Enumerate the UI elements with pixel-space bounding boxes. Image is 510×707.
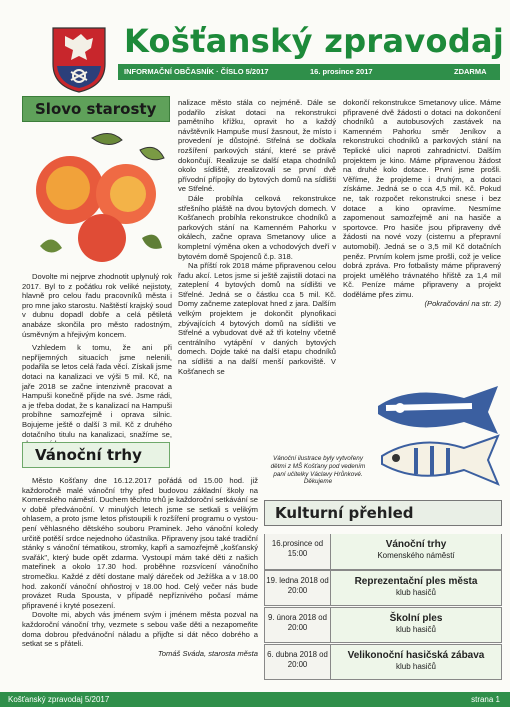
section-heading-slovo: Slovo starosty (22, 96, 170, 122)
event-row (264, 607, 502, 643)
illustration-caption: Vánoční ilustrace byly vytvořeny dětmi z MŠ Košťany pod vedením paní učitelky Václavy Hrůnkové. Děkujeme (270, 455, 366, 486)
slovo-column-left (22, 272, 172, 449)
section-heading-kultura: Kulturní přehled (264, 500, 502, 526)
event-name: Vánoční trhy (385, 539, 447, 550)
paragraph: Město Košťany dne 16.12.2017 pořádá od 15.00 hod. již každoročně malé vánoční trhy před budovou základní školy na Komenského náměstí. Duchem těchto trhů je každoroční setkávání se v době předvánoční. V minulých letech jsme se setkali s velikým ohlasem, a proto jsme letos přistoupili k rozšíření programu o vystou-pení věhlasného dětského souboru Praminek. Jeho vánoční koledy určitě potěší srdce nejednoho účastníka. Připraveny jsou také tradiční stánky s vánoční tématikou, stromky, kapři a samozřejmě „košťanský svařák", který bude opět zdarma. Vystoupí mám také děti z našich mateřinek a okolo 17.30 hod. proběhne rozsvícení vánočního stromečku. Každé z dětí dostane malý dáreček od Ježíška a v 18.00 hod. zakončí vánoční ohňostroj v 18.00 hod. Celý večer nás bude provázet Ruda Spousta, v případě nepříznivého počasí máme připravené i kryté posezení. (22, 476, 258, 610)
event-info (331, 645, 501, 679)
event-info (331, 534, 501, 569)
masthead-info-bar (118, 64, 500, 80)
newsletter-title: Košťanský zpravodaj (124, 22, 505, 60)
signature: Tomáš Sváda, starosta města (157, 648, 258, 658)
paragraph: dokončí rekonstrukce Smetanovy ulice. Máme připravené dvě žádosti o dotaci na dokončení chodníků a autobusových zastávek na Kamenném Pahorku směr Jeníkov a rekonstrukci chodníků a parkových stání na Teplické ulici naproti zahradnictví. Dalším projektem je kino. Máme připravenou žádost na druhé kolo dotace. První jsme prošli. Věříme, že projdeme i druhým, a dotaci získáme. Jedná se o cca 4,5 mil. Kč. Pokud ne, tak rozpočet rekonstrukci snese i bez dotace a kino opravíme. Nesmíme zapomenout samozřejmě ani na hasiče a sportovce. Pro hasiče jsou připraveny dvě žádosti na nové vozy (cisternu a přepravní automobil). Jedná se o 3,5 mil Kč dotačních peněz. Prvním kolem jsme prošli, což je velice dobrá zpráva. Pro fotbalisty máme připravený projekt umělého trávnatého hřiště za 1,4 mil Kč. Peníze máme připraveny a projekt doděláme přes zimu. (343, 98, 501, 299)
event-info (331, 608, 501, 642)
event-date: 16.prosince od 15:00 (265, 534, 331, 569)
event-date: 19. ledna 2018 od 20:00 (265, 571, 331, 605)
section-heading-trhy: Vánoční trhy (22, 442, 170, 468)
footer-title: Košťanský zpravodaj 5/2017 (8, 695, 110, 704)
event-info (331, 571, 501, 605)
trhy-text (22, 476, 258, 658)
paragraph: nalizace město stála co nejméně. Dále se podařilo získat dotaci na rekonstrukci pamětního křížku, opravit ho a každý návštěvník Hampuše musí žasnout, že místo i provedení je důstojné. Střelná se dočkala rozšíření parkových stání, které se právě dokončují. Realizuje se další etapa chodníků okolo sídliště, zrealizovali se první dvě přívodní přípojky do bytových domů na sídlišti ve Střelné. (178, 98, 336, 194)
slovo-column-middle (178, 98, 336, 376)
issue-price: ZDARMA (454, 67, 487, 76)
paragraph: Vzhledem k tomu, že ani při nepříjemných situacích jsme nelenili, podařila se letos celá řada věcí. Získali jsme dotaci na kanalizaci ve výši 5 mil. Kč, na jaře 2018 se začne intenzivně pracovat a Hampuši konečně přijde na své. Jsme rádi, a je třeba dodat, že s kanalizací na Hampuši probíhne samozřejmě i oprava silnic. Bojujeme ještě o další 3 mil. Kč z druhého dotačního titulu na kanalizaci, snažíme se, (22, 343, 172, 439)
event-place: klub hasičů (395, 588, 437, 597)
event-name: Reprezentační ples města (354, 576, 478, 587)
paragraph: Dovolte mi nejprve zhodnotit uplynulý rok 2017. Byl to z počátku rok veliké nejistoty, hlavně pro celou řadu pracovníků města i pro mne jako starostu. Naštěstí krajský soud v dubnu dopadl dobře a celá pětiletá anabáze skončila pro město radostným, úsměvným a hřejivým koncem. (22, 272, 172, 339)
event-place: Komenského náměstí (377, 551, 455, 560)
paragraph: Na příští rok 2018 máme připravenou celou řadu akcí. Letos jsme si ještě zajistili dotaci na zateplení 4 bytových domů na sídlišti ve Střelné. Jedná se o částku cca 5 mil. Kč. Domy začneme zateplovat hned z jara. Dalším velkým projektem je dokončit plynofikaci zbývajících 4 bytových domů na sídlišti ve Střelné a vybudovat dvě až tři kotelny včetně centrálního vytápění v daných bytových domech. Dojde také na další etapu chodníků na sídlišti a na další menší parkoviště. V Košťanech se (178, 261, 336, 376)
event-row (264, 570, 502, 606)
page-number: strana 1 (471, 695, 500, 704)
event-date: 6. dubna 2018 od 20:00 (265, 645, 331, 679)
event-row (264, 534, 502, 570)
fish-illustration (372, 382, 504, 492)
event-place: klub hasičů (395, 662, 437, 671)
event-row (264, 644, 502, 680)
slovo-column-right (343, 98, 501, 309)
footer-bar (0, 692, 510, 707)
event-name: Velikonoční hasičská zábava (347, 650, 485, 661)
paragraph: Dovolte mi, abych vás jménem svým i jménem města pozval na každoroční vánoční trhy, vezmete s sebou vaše děti a nezapomeňte doma dobrou předvánoční náladu a přijďte si dát něco dobrého a setkat se s přáteli. (22, 610, 258, 649)
event-name: Školní ples (389, 613, 443, 624)
apples-illustration (22, 128, 170, 268)
event-date: 9. února 2018 od 20:00 (265, 608, 331, 642)
masthead (0, 0, 510, 95)
issue-info: INFORMAČNÍ OBČASNÍK · ČÍSLO 5/2017 (124, 67, 269, 76)
issue-date: 16. prosince 2017 (310, 67, 373, 76)
town-crest-icon (51, 26, 107, 94)
event-place: klub hasičů (395, 625, 437, 634)
paragraph: Dále probíhla celková rekonstrukce střešního pláště na dvou bytových domech. V Košťanech probíhla rekonstrukce chodníků a parkových stání na Kamenném Pahorku v okálech, začne oprava Smetanovy ulice a kompletní výměna oken a vchodových dveří v bytovém domě Spojenců č.p. 318. (178, 193, 336, 261)
continued-note: (Pokračování na str. 2) (424, 299, 501, 309)
